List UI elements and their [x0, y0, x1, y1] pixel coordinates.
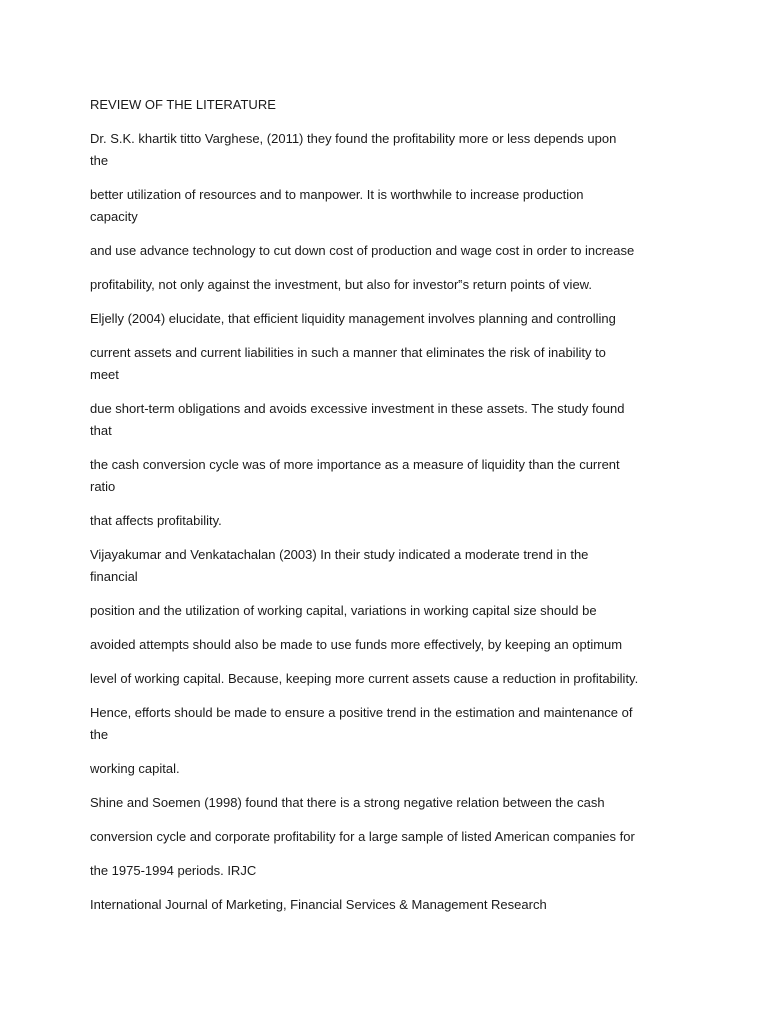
journal-name: International Journal of Marketing, Financial Services & Management Research	[90, 897, 547, 912]
paragraph-line: Dr. S.K. khartik titto Varghese, (2011) they found the profitability more or less depends upon the	[90, 131, 617, 168]
document-body	[90, 94, 690, 928]
section-heading: REVIEW OF THE LITERATURE	[90, 97, 276, 112]
paragraph-line: working capital.	[90, 761, 180, 776]
paragraph-line: that affects profitability.	[90, 513, 222, 528]
paragraph-line: better utilization of resources and to manpower. It is worthwhile to increase production capacity	[90, 187, 584, 224]
paragraph-line: Hence, efforts should be made to ensure a positive trend in the estimation and maintenance of the	[90, 705, 633, 742]
paragraph-line: and use advance technology to cut down cost of production and wage cost in order to increase	[90, 243, 635, 258]
paragraph-line: position and the utilization of working capital, variations in working capital size should be	[90, 603, 597, 618]
paragraph-line: Vijayakumar and Venkatachalan (2003) In their study indicated a moderate trend in the financial	[90, 547, 589, 584]
paragraph-line: current assets and current liabilities in such a manner that eliminates the risk of inability to meet	[90, 345, 606, 382]
paragraph-line: the 1975-1994 periods. IRJC	[90, 863, 257, 878]
paragraph-line: profitability, not only against the investment, but also for investor‟s return points of view.	[90, 277, 592, 292]
paragraph-line: the cash conversion cycle was of more importance as a measure of liquidity than the current ratio	[90, 457, 620, 494]
paragraph-line: conversion cycle and corporate profitability for a large sample of listed American companies for	[90, 829, 635, 844]
paragraph-line: Eljelly (2004) elucidate, that efficient liquidity management involves planning and controlling	[90, 311, 616, 326]
paragraph-line: avoided attempts should also be made to use funds more effectively, by keeping an optimum	[90, 637, 623, 652]
paragraph-line: due short-term obligations and avoids excessive investment in these assets. The study found that	[90, 401, 625, 438]
paragraph-line: Shine and Soemen (1998) found that there is a strong negative relation between the cash	[90, 795, 605, 810]
paragraph-line: level of working capital. Because, keeping more current assets cause a reduction in profitability.	[90, 671, 639, 686]
